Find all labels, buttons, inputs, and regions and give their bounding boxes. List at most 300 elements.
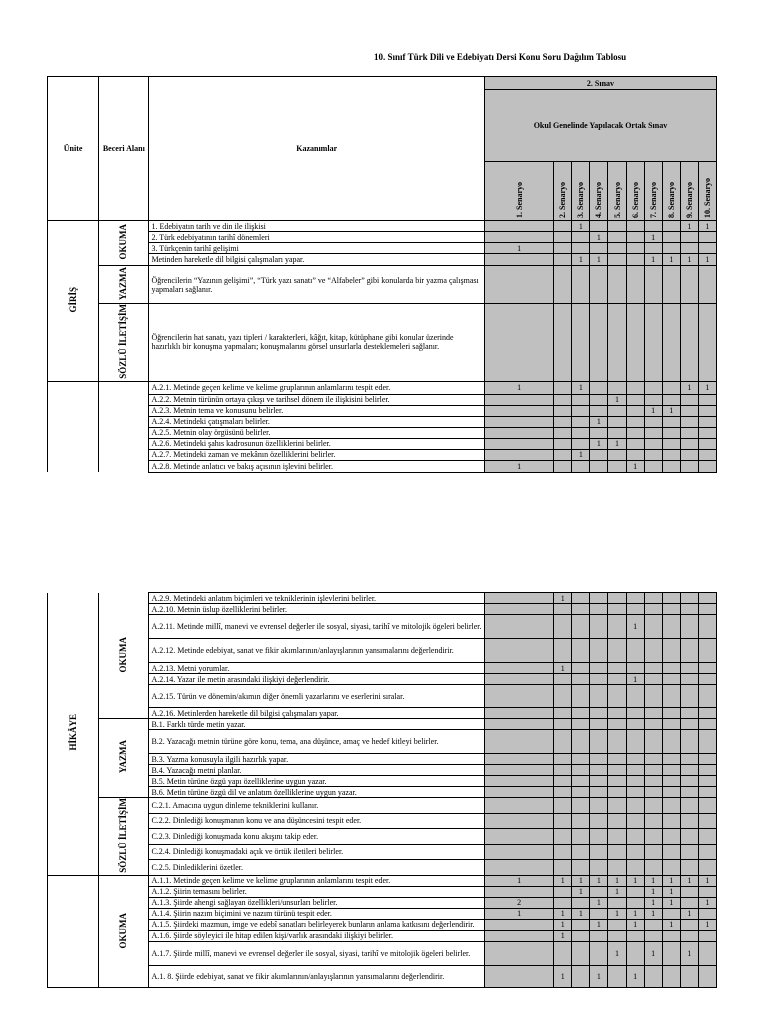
unit-hikaye [48, 593, 99, 876]
score-cell-s10 [698, 639, 716, 663]
score-cell-s5: 1 [608, 908, 626, 919]
score-cell-s8 [662, 663, 680, 674]
score-cell-s8 [662, 829, 680, 845]
score-cell-s5 [608, 730, 626, 754]
score-cell-s10 [698, 776, 716, 787]
score-cell-s5 [608, 754, 626, 765]
score-cell-s9 [680, 965, 698, 987]
score-cell-s8 [662, 449, 680, 460]
score-cell-s7 [644, 930, 662, 941]
score-cell-s3 [572, 719, 590, 730]
score-cell-s6 [626, 844, 644, 860]
score-cell-s5 [608, 787, 626, 798]
score-cell-s7: 1 [644, 941, 662, 965]
score-cell-s7: 1 [644, 908, 662, 919]
score-cell-s1 [484, 941, 553, 965]
score-cell-s7 [644, 719, 662, 730]
score-cell-s2 [554, 787, 572, 798]
score-cell-s4 [590, 860, 608, 876]
score-cell-s9 [680, 438, 698, 449]
score-cell-s6 [626, 886, 644, 897]
score-cell-s6 [626, 221, 644, 232]
kazanim-cell: A.2.8. Metinde anlatıcı ve bakış açısının işlevini belirler. [149, 460, 485, 472]
score-cell-s1: 1 [484, 381, 553, 394]
score-cell-s9: 1 [680, 875, 698, 886]
score-cell-s9 [680, 449, 698, 460]
score-cell-s9 [680, 266, 698, 304]
score-cell-s5 [608, 416, 626, 427]
score-cell-s2 [554, 708, 572, 719]
score-cell-s4 [590, 674, 608, 685]
score-cell-s5 [608, 304, 626, 382]
score-cell-s1 [484, 427, 553, 438]
score-cell-s8: 1 [662, 919, 680, 930]
score-cell-s1 [484, 860, 553, 876]
score-cell-s6 [626, 254, 644, 266]
score-cell-s4 [590, 886, 608, 897]
score-cell-s5 [608, 266, 626, 304]
score-cell-s8 [662, 232, 680, 243]
score-cell-s8: 1 [662, 875, 680, 886]
score-cell-s10 [698, 674, 716, 685]
score-cell-s2 [554, 829, 572, 845]
score-cell-s6 [626, 798, 644, 814]
score-cell-s9 [680, 685, 698, 708]
score-cell-s4 [590, 604, 608, 615]
score-cell-s7 [644, 708, 662, 719]
score-cell-s10 [698, 405, 716, 416]
score-cell-s1: 2 [484, 897, 553, 908]
score-cell-s10 [698, 708, 716, 719]
score-cell-s3 [572, 663, 590, 674]
score-cell-s8 [662, 615, 680, 639]
score-cell-s5 [608, 844, 626, 860]
kazanim-cell: A.2.14. Yazar ile metin arasındaki ilişkiyi değerlendirir. [149, 674, 485, 685]
score-cell-s2 [554, 438, 572, 449]
score-cell-s10 [698, 844, 716, 860]
score-cell-s4: 1 [590, 254, 608, 266]
distribution-table-2 [47, 592, 717, 988]
score-cell-s1 [484, 266, 553, 304]
score-cell-s2 [554, 860, 572, 876]
table-row [48, 266, 717, 304]
score-cell-s1 [484, 674, 553, 685]
kazanim-cell: A.1.4. Şiirin nazım biçimini ve nazım türünü tespit eder. [149, 908, 485, 919]
score-cell-s1 [484, 813, 553, 829]
score-cell-s4 [590, 243, 608, 254]
score-cell-s3: 1 [572, 875, 590, 886]
score-cell-s1 [484, 438, 553, 449]
score-cell-s3 [572, 787, 590, 798]
score-cell-s1 [484, 615, 553, 639]
score-cell-s4 [590, 266, 608, 304]
skill-okuma-2-label: OKUMA [118, 636, 129, 672]
header-senaryo-2 [554, 162, 572, 221]
score-cell-s3: 1 [572, 449, 590, 460]
score-cell-s7 [644, 730, 662, 754]
score-cell-s9 [680, 304, 698, 382]
kazanim-cell: A.1.2. Şiirin temasını belirler. [149, 886, 485, 897]
header-senaryo-7 [644, 162, 662, 221]
score-cell-s8 [662, 427, 680, 438]
kazanim-cell: A.2.13. Metni yorumlar. [149, 663, 485, 674]
score-cell-s5 [608, 897, 626, 908]
skill-yazma-1-label: YAZMA [118, 266, 129, 301]
kazanim-cell: A.1. 8. Şiirde edebiyat, sanat ve fikir akımlarının/anlayışlarının yansımalarını değerlendirir. [149, 965, 485, 987]
unit-hikaye-continued [48, 381, 99, 472]
score-cell-s10 [698, 663, 716, 674]
score-cell-s2 [554, 844, 572, 860]
score-cell-s8 [662, 860, 680, 876]
score-cell-s9: 1 [680, 254, 698, 266]
score-cell-s6 [626, 730, 644, 754]
score-cell-s4 [590, 798, 608, 814]
score-cell-s1 [484, 639, 553, 663]
kazanim-cell: A.1.3. Şiirde ahengi sağlayan özellikleri/unsurları belirler. [149, 897, 485, 908]
senaryo-label: 3. Senaryo [576, 182, 586, 218]
score-cell-s5 [608, 639, 626, 663]
score-cell-s6 [626, 639, 644, 663]
kazanim-cell: A.1.6. Şiirde söyleyici ile hitap edilen kişi/varlık arasındaki ilişkiyi belirler. [149, 930, 485, 941]
score-cell-s3 [572, 844, 590, 860]
score-cell-s5 [608, 381, 626, 394]
score-cell-s6 [626, 232, 644, 243]
score-cell-s8 [662, 394, 680, 405]
score-cell-s8: 1 [662, 886, 680, 897]
score-cell-s9 [680, 243, 698, 254]
score-cell-s5 [608, 685, 626, 708]
score-cell-s9 [680, 394, 698, 405]
senaryo-label: 1. Senaryo [514, 182, 524, 218]
score-cell-s10 [698, 719, 716, 730]
score-cell-s8 [662, 719, 680, 730]
score-cell-s7: 1 [644, 405, 662, 416]
skill-okuma-2 [99, 593, 149, 719]
skill-sozlu-2-label: SÖZLÜ İLETİŞİM [118, 798, 129, 873]
score-cell-s6: 1 [626, 908, 644, 919]
score-cell-s1 [484, 930, 553, 941]
score-cell-s5 [608, 860, 626, 876]
score-cell-s5: 1 [608, 394, 626, 405]
score-cell-s7 [644, 844, 662, 860]
kazanim-cell: 3. Türkçenin tarihî gelişimi [149, 243, 485, 254]
score-cell-s9 [680, 604, 698, 615]
score-cell-s1 [484, 232, 553, 243]
title-text: 10. Sınıf Türk Dili ve Edebiyatı Dersi Konu Soru Dağılım Tablosu [374, 52, 627, 62]
kazanim-cell: C.2.2. Dinlediği konuşmanın konu ve ana düşüncesini tespit eder. [149, 813, 485, 829]
score-cell-s9 [680, 787, 698, 798]
score-cell-s3: 1 [572, 254, 590, 266]
score-cell-s7 [644, 449, 662, 460]
score-cell-s3 [572, 829, 590, 845]
score-cell-s3 [572, 685, 590, 708]
score-cell-s7: 1 [644, 886, 662, 897]
header-senaryo-8 [662, 162, 680, 221]
score-cell-s1 [484, 304, 553, 382]
kazanim-cell: A.2.11. Metinde millî, manevi ve evrensel değerler ile sosyal, siyasi, tarihî ve mitolojik ögeleri belirler. [149, 615, 485, 639]
score-cell-s8: 1 [662, 897, 680, 908]
score-cell-s6 [626, 719, 644, 730]
score-cell-s9 [680, 844, 698, 860]
score-cell-s3 [572, 897, 590, 908]
score-cell-s7 [644, 304, 662, 382]
score-cell-s10 [698, 941, 716, 965]
score-cell-s2 [554, 639, 572, 663]
score-cell-s8 [662, 908, 680, 919]
score-cell-s5 [608, 593, 626, 604]
score-cell-s10 [698, 860, 716, 876]
score-cell-s7 [644, 919, 662, 930]
score-cell-s4: 1 [590, 438, 608, 449]
score-cell-s2 [554, 416, 572, 427]
skill-okuma-1-label: OKUMA [118, 224, 129, 260]
score-cell-s6 [626, 304, 644, 382]
score-cell-s1 [484, 754, 553, 765]
score-cell-s3 [572, 776, 590, 787]
header-senaryo-6 [626, 162, 644, 221]
kazanim-cell: A.2.9. Metindeki anlatım biçimleri ve tekniklerinin işlevlerini belirler. [149, 593, 485, 604]
score-cell-s5 [608, 427, 626, 438]
score-cell-s7 [644, 394, 662, 405]
score-cell-s9 [680, 708, 698, 719]
score-cell-s8 [662, 593, 680, 604]
score-cell-s3 [572, 798, 590, 814]
score-cell-s3 [572, 860, 590, 876]
score-cell-s10 [698, 615, 716, 639]
score-cell-s2 [554, 730, 572, 754]
score-cell-s6 [626, 685, 644, 708]
table-row [48, 304, 717, 382]
kazanim-cell: B.3. Yazma konusuyla ilgili hazırlık yapar. [149, 754, 485, 765]
score-cell-s9: 1 [680, 941, 698, 965]
score-cell-s7 [644, 427, 662, 438]
score-cell-s6 [626, 860, 644, 876]
score-cell-s2 [554, 381, 572, 394]
score-cell-s5 [608, 221, 626, 232]
score-cell-s9 [680, 232, 698, 243]
score-cell-s5 [608, 405, 626, 416]
score-cell-s9 [680, 460, 698, 472]
score-cell-s4 [590, 719, 608, 730]
score-cell-s6 [626, 754, 644, 765]
score-cell-s3 [572, 965, 590, 987]
score-cell-s10 [698, 460, 716, 472]
score-cell-s1 [484, 708, 553, 719]
score-cell-s2: 1 [554, 930, 572, 941]
score-cell-s8 [662, 221, 680, 232]
score-cell-s5 [608, 930, 626, 941]
score-cell-s8 [662, 798, 680, 814]
score-cell-s8 [662, 381, 680, 394]
score-cell-s9 [680, 639, 698, 663]
score-cell-s7 [644, 860, 662, 876]
header-kazanimlar: Kazanımlar [149, 77, 485, 221]
header-senaryo-1 [484, 162, 553, 221]
score-cell-s10 [698, 886, 716, 897]
score-cell-s4 [590, 754, 608, 765]
score-cell-s6 [626, 416, 644, 427]
score-cell-s2 [554, 254, 572, 266]
score-cell-s6 [626, 930, 644, 941]
kazanim-cell: A.2.6. Metindeki şahıs kadrosunun özelliklerini belirler. [149, 438, 485, 449]
score-cell-s3 [572, 930, 590, 941]
score-cell-s10: 1 [698, 254, 716, 266]
score-cell-s1: 1 [484, 460, 553, 472]
score-cell-s6 [626, 813, 644, 829]
score-cell-s10 [698, 416, 716, 427]
score-cell-s6: 1 [626, 965, 644, 987]
score-cell-s9 [680, 886, 698, 897]
score-cell-s7 [644, 674, 662, 685]
score-cell-s8 [662, 776, 680, 787]
senaryo-label: 7. Senaryo [648, 182, 658, 218]
score-cell-s2 [554, 813, 572, 829]
score-cell-s7 [644, 460, 662, 472]
kazanim-cell: Öğrencilerin “Yazının gelişimi”, “Türk yazı sanatı” ve “Alfabeler” gibi konularda bir yazma çalışması yapmaları sağlanır. [149, 266, 485, 304]
unit-giris [48, 221, 99, 382]
unit-giris-label: GİRİŞ [67, 287, 78, 313]
score-cell-s2 [554, 754, 572, 765]
kazanim-cell: A.2.7. Metindeki zaman ve mekânın özelliklerini belirler. [149, 449, 485, 460]
score-cell-s8 [662, 787, 680, 798]
score-cell-s10 [698, 427, 716, 438]
score-cell-s3 [572, 243, 590, 254]
score-cell-s6 [626, 941, 644, 965]
score-cell-s4 [590, 405, 608, 416]
score-cell-s5: 1 [608, 886, 626, 897]
score-cell-s9 [680, 615, 698, 639]
kazanim-cell: A.2.1. Metinde geçen kelime ve kelime gruplarının anlamlarını tespit eder. [149, 381, 485, 394]
kazanim-cell: A.2.4. Metindeki çatışmaları belirler. [149, 416, 485, 427]
kazanim-cell: A.1.1. Metinde geçen kelime ve kelime gruplarının anlamlarını tespit eder. [149, 875, 485, 886]
score-cell-s4: 1 [590, 919, 608, 930]
header-senaryo-10 [698, 162, 716, 221]
score-cell-s9 [680, 416, 698, 427]
score-cell-s10: 1 [698, 875, 716, 886]
table-row [48, 875, 717, 886]
kazanim-cell: A.2.10. Metnin üslup özelliklerini belirler. [149, 604, 485, 615]
score-cell-s4 [590, 381, 608, 394]
score-cell-s4 [590, 930, 608, 941]
score-cell-s2 [554, 266, 572, 304]
score-cell-s4 [590, 639, 608, 663]
kazanim-cell: C.2.5. Dinlediklerini özetler. [149, 860, 485, 876]
score-cell-s10: 1 [698, 381, 716, 394]
header-senaryo-3 [572, 162, 590, 221]
score-cell-s5 [608, 243, 626, 254]
score-cell-s6 [626, 427, 644, 438]
score-cell-s1 [484, 449, 553, 460]
score-cell-s5: 1 [608, 941, 626, 965]
skill-okuma-1 [99, 221, 149, 266]
score-cell-s2 [554, 449, 572, 460]
score-cell-s1 [484, 593, 553, 604]
score-cell-s1 [484, 604, 553, 615]
score-cell-s4 [590, 663, 608, 674]
score-cell-s6 [626, 897, 644, 908]
score-cell-s9 [680, 829, 698, 845]
score-cell-s2 [554, 897, 572, 908]
skill-sozlu-1-label: SÖZLÜ İLETİŞİM [118, 304, 129, 379]
score-cell-s7: 1 [644, 875, 662, 886]
score-cell-s3 [572, 394, 590, 405]
skill-yazma-1 [99, 266, 149, 304]
score-cell-s10 [698, 232, 716, 243]
kazanim-cell: B.6. Metin türüne özgü dil ve anlatım özelliklerine uygun yazar. [149, 787, 485, 798]
score-cell-s3 [572, 438, 590, 449]
score-cell-s7 [644, 438, 662, 449]
senaryo-label: 6. Senaryo [630, 182, 640, 218]
score-cell-s4 [590, 844, 608, 860]
score-cell-s7 [644, 787, 662, 798]
score-cell-s8 [662, 674, 680, 685]
senaryo-label: 5. Senaryo [612, 182, 622, 218]
score-cell-s9 [680, 405, 698, 416]
score-cell-s4: 1 [590, 875, 608, 886]
score-cell-s2 [554, 941, 572, 965]
score-cell-s1 [484, 405, 553, 416]
score-cell-s1 [484, 719, 553, 730]
score-cell-s3: 1 [572, 221, 590, 232]
kazanim-cell: B.5. Metin türüne özgü yapı özelliklerine uygun yazar. [149, 776, 485, 787]
distribution-table-1 [47, 76, 717, 473]
score-cell-s1 [484, 394, 553, 405]
score-cell-s3 [572, 304, 590, 382]
table-row [48, 381, 717, 394]
score-cell-s9: 1 [680, 221, 698, 232]
score-cell-s7 [644, 798, 662, 814]
score-cell-s2 [554, 798, 572, 814]
score-cell-s6 [626, 765, 644, 776]
score-cell-s10 [698, 787, 716, 798]
score-cell-s3 [572, 754, 590, 765]
kazanim-cell: A.2.3. Metnin tema ve konusunu belirler. [149, 405, 485, 416]
score-cell-s9 [680, 765, 698, 776]
score-cell-s8 [662, 965, 680, 987]
score-cell-s3 [572, 427, 590, 438]
kazanim-cell: C.2.4. Dinlediği konuşmadaki açık ve örtük iletileri belirler. [149, 844, 485, 860]
score-cell-s6 [626, 243, 644, 254]
score-cell-s6 [626, 604, 644, 615]
kazanim-cell: A.1.5. Şiirdeki mazmun, imge ve edebî sanatları belirleyerek bunların anlama katkısını değerlendirir. [149, 919, 485, 930]
score-cell-s4: 1 [590, 897, 608, 908]
score-cell-s1 [484, 730, 553, 754]
score-cell-s9 [680, 813, 698, 829]
score-cell-s10 [698, 593, 716, 604]
kazanim-cell: B.1. Farklı türde metin yazar. [149, 719, 485, 730]
score-cell-s2 [554, 615, 572, 639]
kazanim-cell: 1. Edebiyatın tarih ve din ile ilişkisi [149, 221, 485, 232]
skill-yazma-2 [99, 719, 149, 798]
score-cell-s10 [698, 438, 716, 449]
score-cell-s3 [572, 405, 590, 416]
score-cell-s7 [644, 765, 662, 776]
score-cell-s4: 1 [590, 232, 608, 243]
score-cell-s10 [698, 243, 716, 254]
score-cell-s10 [698, 266, 716, 304]
score-cell-s9 [680, 754, 698, 765]
score-cell-s3 [572, 765, 590, 776]
score-cell-s2 [554, 304, 572, 382]
score-cell-s8 [662, 730, 680, 754]
unit-siir [48, 875, 99, 987]
score-cell-s8 [662, 266, 680, 304]
score-cell-s1 [484, 254, 553, 266]
score-cell-s9: 1 [680, 381, 698, 394]
score-cell-s5 [608, 604, 626, 615]
score-cell-s3 [572, 919, 590, 930]
score-cell-s6 [626, 381, 644, 394]
